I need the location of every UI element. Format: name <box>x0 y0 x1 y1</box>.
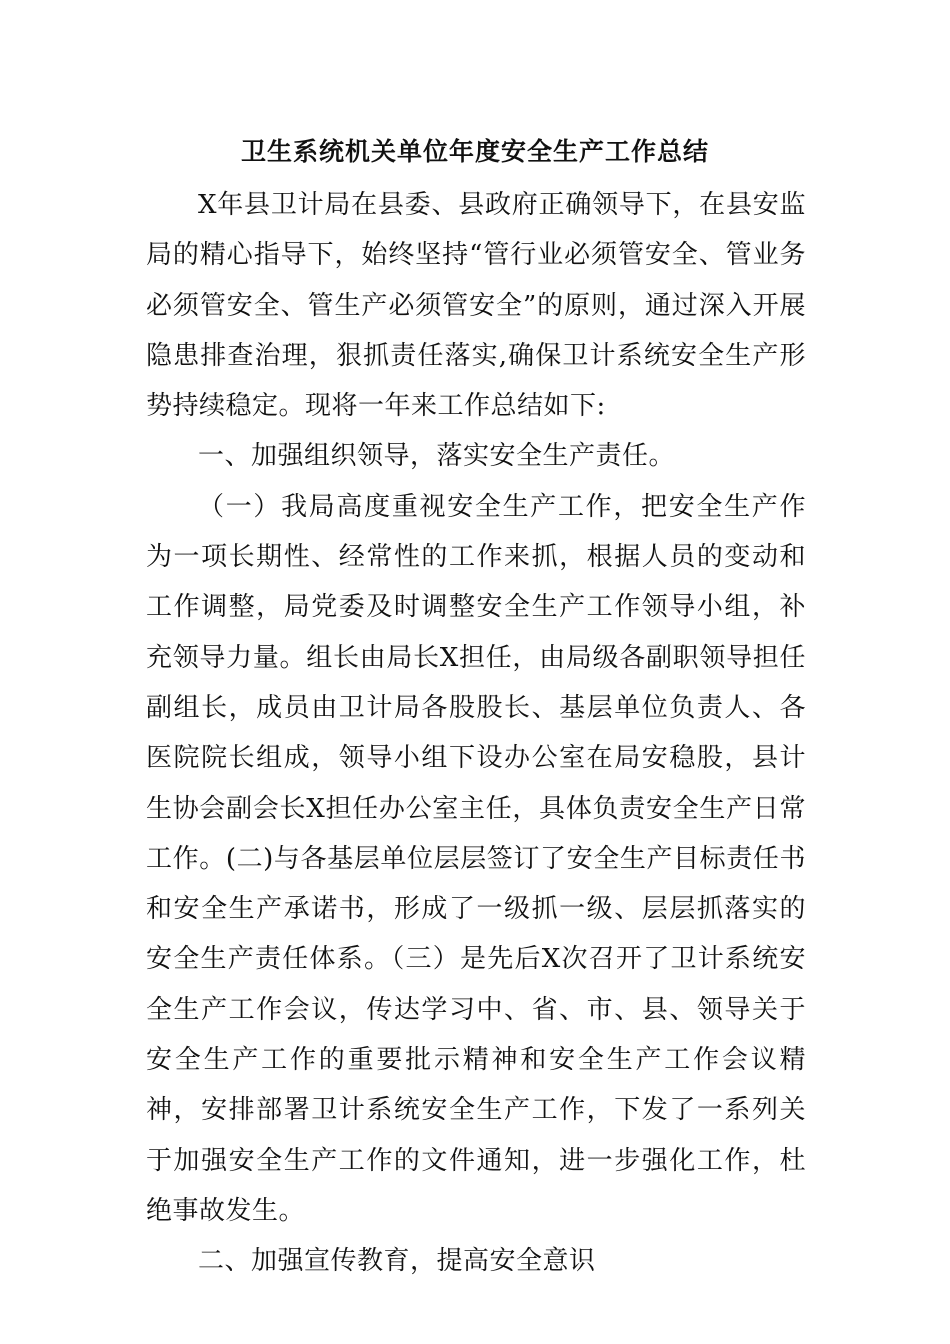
document-title: 卫生系统机关单位年度安全生产工作总结 <box>240 137 709 166</box>
document-body <box>146 180 806 1287</box>
section-heading-1: 一、加强组织领导，落实安全生产责任。 <box>198 441 676 472</box>
section-1-paragraph: （一）我局高度重视安全生产工作，把安全生产作为一项长期性、经常性的工作来抓，根据人员的变动和工作调整，局党委及时调整安全生产工作领导小组，补充领导力量。组长由局长X担任，由局级各副职领导担任副组长，成员由卫计局各股股长、基层单位负责人、各医院院长组成，领导小组下设办公室在局安稳股，县计生协会副会长X担任办公室主任，具体负责安全生产日常工作。(二)与各基层单位层层签订了安全生产目标责任书和安全生产承诺书，形成了一级抓一级、层层抓落实的安全生产责任体系。（三）是先后X次召开了卫计系统安全生产工作会议，传达学习中、省、市、县、领导关于安全生产工作的重要批示精神和安全生产工作会议精神，安排部署卫计系统安全生产工作，下发了一系列关于加强安全生产工作的文件通知，进一步强化工作，杜绝事故发生。 <box>146 491 806 1226</box>
section-heading-2: 二、加强宣传教育，提高安全意识 <box>198 1246 596 1277</box>
intro-paragraph: X年县卫计局在县委、县政府正确领导下，在县安监局的精心指导下，始终坚持“管行业必须管安全、管业务必须管安全、管生产必须管安全”的原则，通过深入开展隐患排查治理，狠抓责任落实,确保卫计系统安全生产形势持续稳定。现将一年来工作总结如下: <box>146 190 806 422</box>
